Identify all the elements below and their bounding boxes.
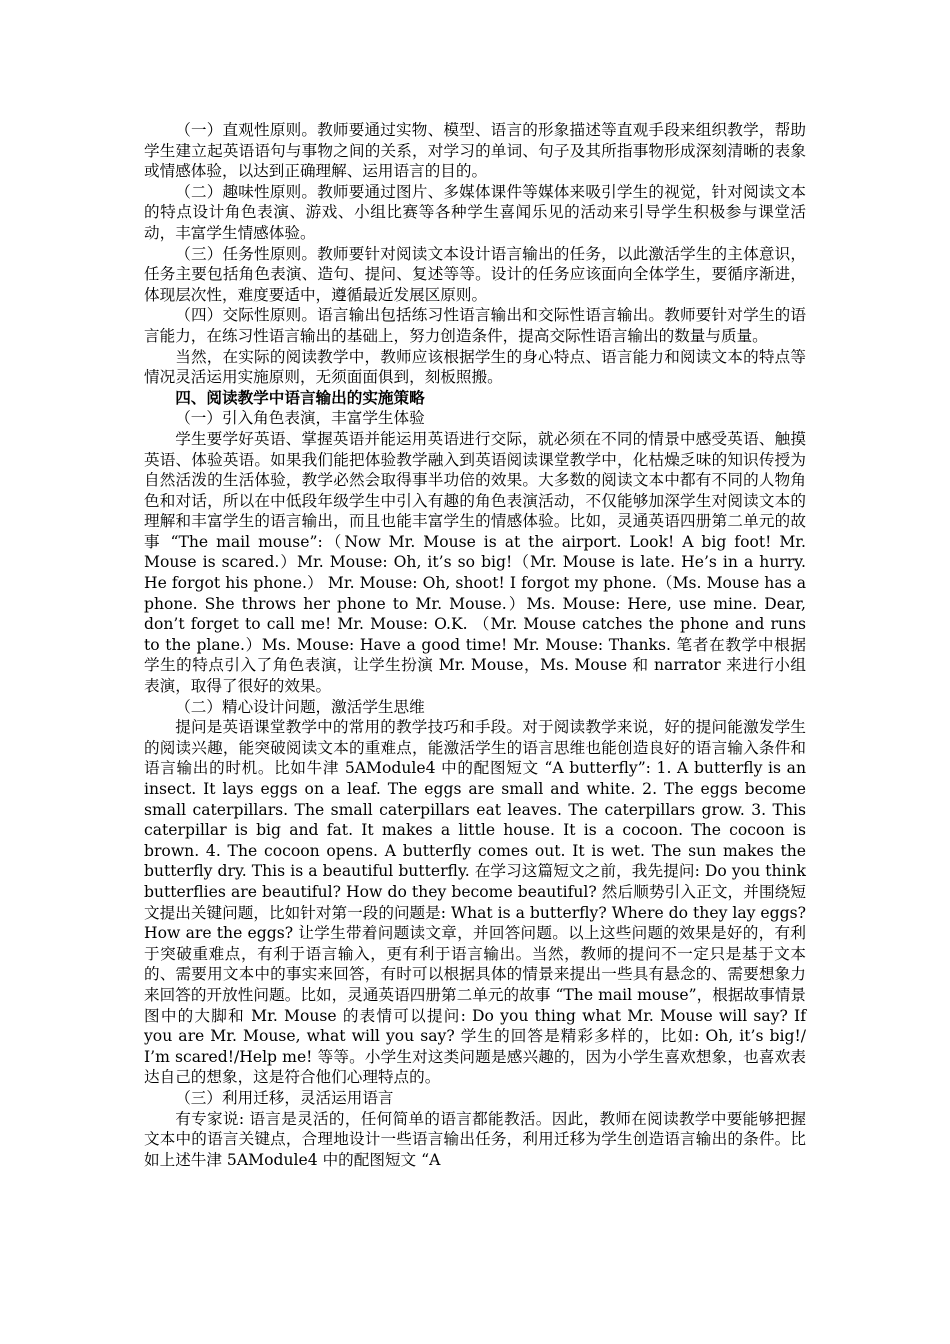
paragraph-principle-task: （三）任务性原则。教师要针对阅读文本设计语言输出的任务，以此激活学生的主体意识，任务主要包括角色表演、造句、提问、复述等等。设计的任务应该面向全体学生，要循序渐进，体现层次性，难度要适中，遵循最近发展区原则。 <box>144 244 806 304</box>
paragraph-principle-communicative: （四）交际性原则。语言输出包括练习性语言输出和交际性语言输出。教师要针对学生的语言能力，在练习性语言输出的基础上，努力创造条件，提高交际性语言输出的数量与质量。 <box>144 306 806 345</box>
paragraph-questions: 提问是英语课堂教学中的常用的教学技巧和手段。对于阅读教学来说，好的提问能激发学生的阅读兴趣，能突破阅读文本的重难点，能激活学生的语言思维也能创造良好的语言输入条件和语言输出的时机。比如牛津 5AModule4 中的配图短文 “A butterfly”: 1. A butterfly is an insect. It lays eggs on a leaf. The eggs are small and white. 2. The eggs become small caterpillars. The small caterpillars eat leaves. The caterpillars grow. 3. This caterpillar is big and fat. It makes a little house. It is a cocoon. The cocoon is brown. 4. The cocoon opens. A butterfly comes out. It is wet. The sun makes the butterfly dry. This is a beautiful butterfly. 在学习这篇短文之前，我先提问: Do you think butterflies are beautiful? How do they become beautiful? 然后顺势引入正文，并围绕短文提出关键问题，比如针对第一段的问题是: What is a butterfly? Where do they lay eggs? How are the eggs? 让学生带着问题读文章，并回答问题。以上这些问题的效果是好的，有利于突破重难点，有利于语言输入，更有利于语言输出。当然，教师的提问不一定只是基于文本的、需要用文本中的事实来回答，有时可以根据具体的情景来提出一些具有悬念的、需要想象力来回答的开放性问题。比如，灵通英语四册第二单元的故事 “The mail mouse”，根据故事情景图中的大脚和 Mr. Mouse 的表情可以提问: Do you thing what Mr. Mouse will say? If you are Mr. Mouse, what will you say? 学生的回答是精彩多样的，比如: Oh, it’s big!/ I’m scared!/Help me! 等等。小学生对这类问题是感兴趣的，因为小学生喜欢想象，也喜欢表达自己的想象，这是符合他们心理特点的。 <box>144 718 806 1087</box>
paragraph-principle-intuitive: （一）直观性原则。教师要通过实物、模型、语言的形象描述等直观手段来组织教学，帮助学生建立起英语语句与事物之间的关系，对学习的单词、句子及其所指事物形成深刻清晰的表象或情感体验，以达到正确理解、运用语言的目的。 <box>144 121 806 181</box>
subheading-transfer: （三）利用迁移，灵活运用语言 <box>175 1088 394 1107</box>
section-heading-strategies: 四、阅读教学中语言输出的实施策略 <box>175 387 425 407</box>
subheading-role-play: （一）引入角色表演，丰富学生体验 <box>175 409 425 428</box>
paragraph-conclusion: 当然，在实际的阅读教学中，教师应该根据学生的身心特点、语言能力和阅读文本的特点等情况灵活运用实施原则，无须面面俱到，刻板照搬。 <box>144 347 806 387</box>
subheading-questions: （二）精心设计问题，激活学生思维 <box>175 697 425 716</box>
document-page <box>144 120 806 1170</box>
paragraph-transfer: 有专家说: 语言是灵活的，任何简单的语言都能教活。因此，教师在阅读教学中要能够把握文本中的语言关键点，合理地设计一些语言输出任务，利用迁移为学生创造语言输出的条件。比如上述牛津 5AModule4 中的配图短文 “A <box>144 1109 806 1169</box>
paragraph-principle-interest: （二）趣味性原则。教师要通过图片、多媒体课件等媒体来吸引学生的视觉，针对阅读文本的特点设计角色表演、游戏、小组比赛等各种学生喜闻乐见的活动来引导学生积极参与课堂活动，丰富学生情感体验。 <box>144 182 806 242</box>
paragraph-role-play: 学生要学好英语、掌握英语并能运用英语进行交际，就必须在不同的情景中感受英语、触摸英语、体验英语。如果我们能把体验教学融入到英语阅读课堂教学中，化枯燥乏味的知识传授为自然活泼的生活体验，教学必然会取得事半功倍的效果。大多数的阅读文本中都有不同的人物角色和对话，所以在中低段年级学生中引入有趣的角色表演活动，不仅能够加深学生对阅读文本的理解和丰富学生的语言输出，而且也能丰富学生的情感体验。比如，灵通英语四册第二单元的故事 “The mail mouse”:（Now Mr. Mouse is at the airport. Look! A big foot! Mr. Mouse is scared.）Mr. Mouse: Oh, it’s so big!（Mr. Mouse is late. He’s in a hurry. He forgot his phone.） Mr. Mouse: Oh, shoot! I forgot my phone.（Ms. Mouse has a phone. She throws her phone to Mr. Mouse.）Ms. Mouse: Here, use mine. Dear, don’t forget to call me! Mr. Mouse: O.K. （Mr. Mouse catches the phone and runs to the plane.）Ms. Mouse: Have a good time! Mr. Mouse: Thanks. 笔者在教学中根据学生的特点引入了角色表演，让学生扮演 Mr. Mouse，Ms. Mouse 和 narrator 来进行小组表演，取得了很好的效果。 <box>144 429 806 696</box>
